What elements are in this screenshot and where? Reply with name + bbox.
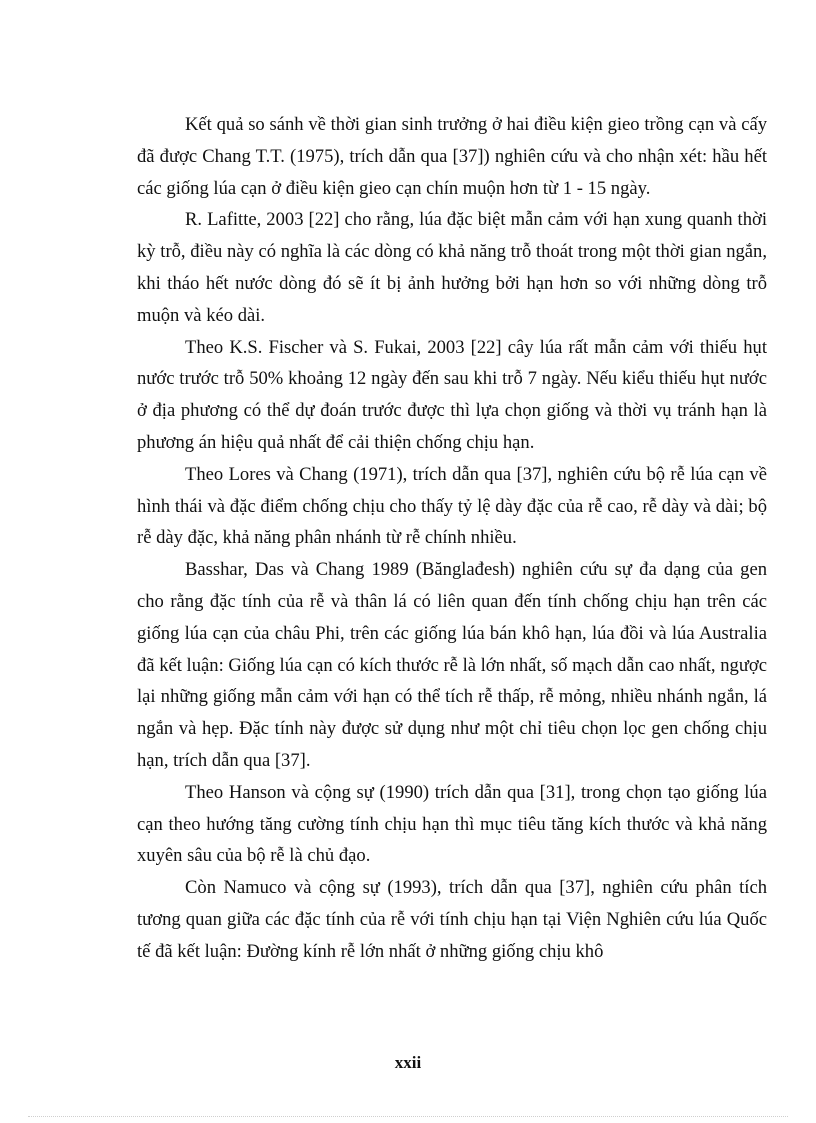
page-number: xxii [394, 1053, 422, 1072]
paragraph-3: Theo K.S. Fischer và S. Fukai, 2003 [22] cây lúa rất mẫn cảm với thiếu hụt nước trước trỗ 50% khoảng 12 ngày đến sau khi trỗ 7 ngày. Nếu kiểu thiếu hụt nước ở địa phương có thể dự đoán trước được thì lựa chọn giống và thời vụ tránh hạn là phương án hiệu quả nhất để cải thiện chống chịu hạn. [137, 336, 767, 453]
paragraph-7: Còn Namuco và cộng sự (1993), trích dẫn qua [37], nghiên cứu phân tích tương quan giữa các đặc tính của rễ với tính chịu hạn tại Viện Nghiên cứu lúa Quốc tế đã kết luận: Đường kính rễ lớn nhất ở những giống chịu khô [137, 877, 767, 962]
paragraph-2: R. Lafitte, 2003 [22] cho rằng, lúa đặc biệt mẫn cảm với hạn xung quanh thời kỳ trỗ, điều này có nghĩa là các dòng có khả năng trỗ thoát trong một thời gian ngắn, khi tháo hết nước dòng đó sẽ ít bị ảnh hưởng bởi hạn hơn so với những dòng trỗ muộn và kéo dài. [137, 209, 767, 326]
body-text [137, 109, 767, 968]
paragraph-5: Basshar, Das và Chang 1989 (Bănglađesh) nghiên cứu sự đa dạng của gen cho rằng đặc tính của rễ và thân lá có liên quan đến tính chống chịu hạn trên các giống lúa cạn của châu Phi, trên các giống lúa bán khô hạn, lúa đồi và lúa Australia đã kết luận: Giống lúa cạn có kích thước rễ là lớn nhất, số mạch dẫn cao nhất, ngược lại những giống mẫn cảm với hạn có thể tích rễ thấp, rễ mỏng, nhiều nhánh ngắn, lá ngắn và hẹp. Đặc tính này được sử dụng như một chỉ tiêu chọn lọc gen chống chịu hạn, trích dẫn qua [37]. [137, 559, 767, 771]
paragraph-1: Kết quả so sánh về thời gian sinh trưởng ở hai điều kiện gieo trồng cạn và cấy đã được Chang T.T. (1975), trích dẫn qua [37]) nghiên cứu và cho nhận xét: hầu hết các giống lúa cạn ở điều kiện gieo cạn chín muộn hơn từ 1 - 15 ngày. [137, 114, 767, 199]
bottom-divider [28, 1116, 788, 1117]
paragraph-6: Theo Hanson và cộng sự (1990) trích dẫn qua [31], trong chọn tạo giống lúa cạn theo hướng tăng cường tính chịu hạn thì mục tiêu tăng kích thước và khả năng xuyên sâu của bộ rễ là chủ đạo. [137, 781, 767, 867]
paragraph-4: Theo Lores và Chang (1971), trích dẫn qua [37], nghiên cứu bộ rễ lúa cạn về hình thái và đặc điểm chống chịu cho thấy tỷ lệ dày đặc của rễ cao, rễ dày và dài; bộ rễ dày đặc, khả năng phân nhánh từ rễ chính nhiều. [137, 463, 767, 549]
